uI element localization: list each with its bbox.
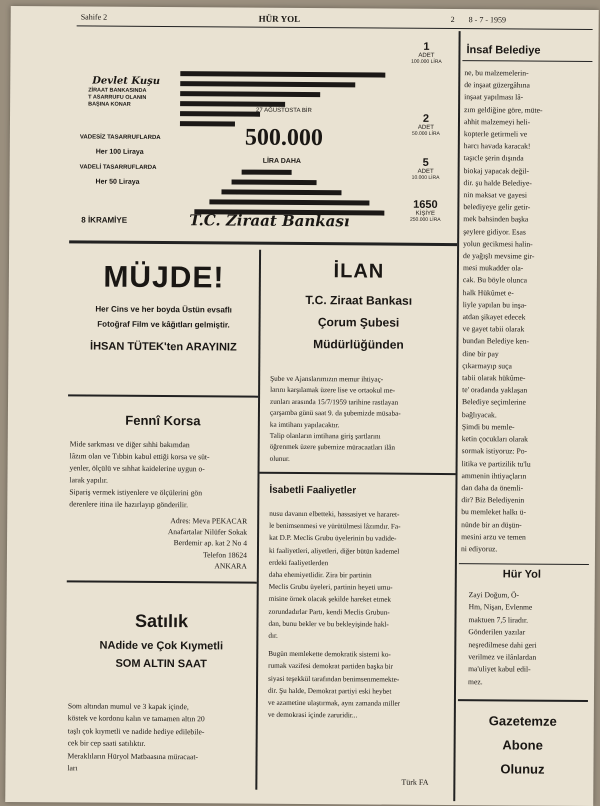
header-separator: 2 [450,15,455,25]
prize-count: 5 [422,156,429,169]
text-line: ve gayet tabii olarak [462,324,525,334]
bank-logo-line: T ASARRUFU OLANIN [88,94,147,101]
hur-yol-text [468,589,587,689]
ad-bar [221,189,341,195]
text-line: öğrenmek üzere şubemize müracaatları ilân [269,443,396,453]
text-line: Belediye seçimlerine [461,397,526,408]
text-line: dir. Şu halde, Demokrat partiyi eski heybet [267,686,392,696]
ilan-text [270,374,451,467]
isabetli-text [268,508,449,723]
text-line: olunur. [269,454,290,463]
text-line: nünde bir an düşün- [461,519,522,530]
bank-logo-line: BAŞINA KONAR [88,101,131,108]
text-line: Mide sarkması ve diğer sıhhi bakımdan [69,439,190,450]
text-line: nusu davanın elbetteki, hassasiyet ve hararet- [269,509,400,519]
text-line: mesi mukadder ola- [462,263,524,273]
deposit-amount: Her 100 Liraya [95,148,144,156]
korsa-title: Fennî Korsa [125,412,201,429]
text-line: dan, bunu bekler ve bu bekleyişinde hakl- [268,619,389,629]
text-line: te' oradanda yaklaşan [462,385,528,395]
prize-unit: ADET [418,52,435,59]
text-line: larak yapılır. [69,475,108,485]
ad-bar [242,170,292,175]
text-line: ve azametine ulaştırmak, aynı zamanda miller [267,698,401,708]
mujde-line: Fotoğraf Film ve kâğıtları gelmiştir. [97,319,230,330]
text-line: lâzım olan ve Tıbbin kabul ettiği korsa ve süt- [69,451,210,462]
bank-logo-title: Devlet Kuşu [92,75,161,88]
subscribe-box [457,709,587,782]
ad-bar [232,180,317,186]
ad-bar [180,101,285,107]
ad-bar [180,81,355,87]
text-line: tabii olarak hükûme- [462,373,526,383]
mujde-ad [68,260,259,353]
text-line: yolun gecikmesi halin- [463,238,533,249]
text-line: zorundadırlar Partı, kendi Meclis Grubun- [268,607,390,617]
text-line: sormak istiyoruz: Po- [461,446,528,456]
prize-value: 250.000 LİRA [409,216,441,223]
deposit-title: VADELİ TASARRUFLARDA [79,164,157,171]
mujde-title: MÜJDE! [103,260,225,295]
insaf-title-rule [462,60,592,62]
text-line: Bugün memlekette demokratik sistemi ko- [268,650,391,659]
text-line: bağlıyacak. [461,409,497,420]
newspaper-page [5,6,599,806]
text-line: dır. [268,631,278,640]
text-line: de inşaat güzergâhına [464,80,530,90]
address-line: Adres: Meva PEKACAR [170,516,248,526]
text-line: biokaj yapacak değil- [463,165,530,176]
mujde-bottom-rule [68,394,258,397]
text-line: bu memleket halkı ü- [461,507,527,517]
text-line: daha ehemiyetlidir. Zira bir partinin [268,570,372,580]
address-line: Telefon 18624 [202,549,247,560]
text-line: mesini arzu ve temen [461,531,526,542]
text-line: ki faaliyetleri, aliyetleri, diğer bütün kademel [268,546,400,556]
mujde-contact: İHSAN TÜTEK'ten ARAYINIZ [90,340,237,354]
lira-daha: LİRA DAHA [262,157,301,165]
isabetli-title: İsabetli Faaliyetler [269,484,357,497]
text-line: zunları arasında 15/7/1959 tarihine rastlayan [270,397,399,407]
text-line: liyle yapılan bu inşa- [462,299,527,310]
address-line: Berdemir ap. kat 2 No 4 [173,538,248,549]
text-line: derenlere itina ile hazırlayıp gönderilir. [69,499,189,510]
text-line: dir. şu halde Belediye- [463,177,532,188]
text-line: de yağışlı mevsime gir- [463,251,535,261]
text-line: ne, bu malzemelerin- [464,68,529,78]
ikramiye-label: 8 İKRAMİYE [81,215,128,225]
text-line: cek bir cep saati satılıktır. [67,738,146,749]
mujde-line: Her Cins ve her boyda Üstün evsaflı [95,304,232,315]
subscribe-line: Olunuz [500,761,545,777]
korsa-text [69,438,253,511]
issue-date: 8 - 7 - 1959 [468,15,507,25]
text-line: mez. [468,677,483,687]
prize-value: 50.000 LİRA [411,130,440,137]
text-line: ları [67,763,78,773]
prize-item [396,113,456,137]
text-line: Şimdi bu memle- [461,422,515,432]
insaf-belediye-title: İnsaf Belediye [466,44,541,57]
text-line: litika ve partizilik tu'lu [461,458,531,469]
text-line: verilmez ve ilânlardan [468,652,537,662]
text-line: dan daha da önemli- [461,483,524,493]
text-line: Zayi Doğum, Ö- [468,590,520,600]
text-line: belediyeye gelir getir- [463,202,531,212]
text-line: ka imtihanı yapılacaktır. [269,420,340,429]
isabetli-signature: Türk FA [401,777,429,787]
text-line: Hm, Nişan, Evlenme [468,602,533,613]
text-line: zım geldiğine göre, müte- [464,104,543,115]
ilan-line: Çorum Şubesi [317,315,400,330]
text-line: dine bir pay [462,348,499,359]
ad-bar [180,71,385,77]
prize-count: 2 [422,112,430,125]
text-line: çarşamba günü saat 9. da şubemizde müsaba- [269,408,401,418]
satilik-line: SOM ALTIN SAAT [115,657,207,671]
subscribe-line: Abone [502,737,543,753]
draw-date: 27 AĞUSTOSTA BİR [256,107,312,115]
prize-value: 100.000 LİRA [411,58,442,65]
text-line: maktuen 7,5 liradır. [468,614,529,625]
satilik-ad [66,610,256,670]
page-number: Sahife 2 [80,12,108,22]
text-line: çıkarmayıp suça [462,360,512,371]
prize-unit: ADET [417,124,434,131]
text-line: rumak vazifesi demokrat partiden başka bir [268,662,393,672]
ilan-line: T.C. Ziraat Bankası [305,293,413,308]
paper-name: HÜR YOL [258,13,301,24]
ilan-bottom-rule [260,472,456,475]
text-line: Talip olanların imtihana giriş şartlarını [269,431,381,441]
text-line: Som altından mumul ve 3 kapak içinde, [67,701,189,712]
text-line: siyasi teşekkül tarafından benimsenmemekte- [268,674,400,684]
address-line: Anafartalar Nilüfer Sokak [167,527,248,537]
text-line: mek bahsinden başka [463,214,529,225]
insaf-belediye-text [461,67,592,556]
subscribe-line: Gazetemze [488,713,557,729]
text-line: taşıcle şerin dışında [463,153,524,163]
text-line: ve demokrasi içinde zaruridir... [267,711,358,720]
text-line: le benimsenmesi ve yürütülmesi lâzımdır. Fa- [269,521,401,531]
prize-unit: KİŞİYE [415,210,436,217]
prize-count: 1650 [413,198,438,211]
deposit-amount: Her 50 Liraya [95,178,140,186]
prize-value: 10.000 LİRA [411,174,440,181]
text-line: inşaat yapılması lâ- [464,92,524,102]
satilik-text [67,700,252,776]
text-line: kopterle getirmeli ve [463,129,528,139]
ilan-title: İLAN [333,260,385,283]
text-line: ammenin ihtiyaçların [461,470,527,481]
satilik-title: Satılık [134,610,189,632]
text-line: erdeki faaliyetlerden [268,558,329,567]
text-line: ma'uliyet kabul edil- [468,664,531,675]
hur-yol-title: Hür Yol [502,568,541,581]
text-line: nin maksat ve gayesi [463,190,527,200]
prize-item [396,41,456,65]
text-line: yenler, ölçülü ve sıhhat kaidelerine uygun o- [69,463,205,474]
text-line: bundan Belediye ken- [462,336,530,347]
text-line: cak. Bu böyle olunca [462,275,528,286]
prize-count: 1 [423,40,430,53]
text-line: kat D.P. Meclis Grubu üyelerinin bu vadide- [269,534,397,544]
text-line: köstek ve kordonu kalın ve tamamen altın 20 [67,713,205,724]
ziraat-bank-ad [79,28,462,243]
hur-yol-top-rule [459,563,589,565]
text-line: misine örnek olacak şekilde hareket etmek [268,595,392,605]
ad-bar [180,121,235,126]
text-line: ahhit malzemeyi heli- [463,116,531,127]
text-line: ni ediyoruz. [460,544,498,554]
subscribe-top-rule [458,699,588,702]
text-line: neşredilmese dahi geri [468,639,537,650]
text-line: Sipariş vermek istiyenlere ve ölçülerini gön [69,487,203,498]
ad-bar [180,91,320,97]
korsa-address [117,515,247,572]
text-line: Meclis Grubu üyeleri, partinin heyeti umu- [268,582,393,592]
text-line: harcı havada karacak! [463,141,531,151]
text-line: ketin çocukları olarak [461,434,529,444]
ilan-header [260,260,457,352]
deposit-title: VADESİZ TASARRUFLARDA [79,134,161,142]
text-line: Şube ve Ajanslarımızın memur ihtiyaç- [270,374,384,384]
ilan-line: Müdürlüğünden [313,337,404,352]
prize-item [395,199,455,223]
text-line: taşlı çok kıymetli ve nadide hediye edilebile- [67,726,205,737]
text-line: Gönderilen yazılar [468,627,526,637]
text-line: dir? Biz Belediyenin [461,495,525,505]
bank-name: T.C. Ziraat Bankası [189,211,350,231]
text-line: halk Hükûmet e- [462,287,514,298]
text-line: larını karşılamak üzere lise ve ortaokul me- [270,386,396,396]
prize-amount: 500.000 [244,124,323,152]
ad-bar [209,199,369,205]
prize-item [396,157,456,181]
text-line: şeylere gidiyor. Esas [463,226,526,237]
text-line: Meraklıların Hüryol Matbaasına müracaat- [67,750,199,761]
bank-logo-line: ZİRAAT BANKASINDA [88,87,147,94]
korsa-bottom-rule [67,580,257,583]
text-line: atdan şikayet edecek [462,312,526,322]
ad-bar [180,111,260,117]
address-line: ANKARA [214,561,247,571]
prize-unit: ADET [417,168,434,175]
satilik-line: NAdide ve Çok Kıymetli [99,639,224,653]
